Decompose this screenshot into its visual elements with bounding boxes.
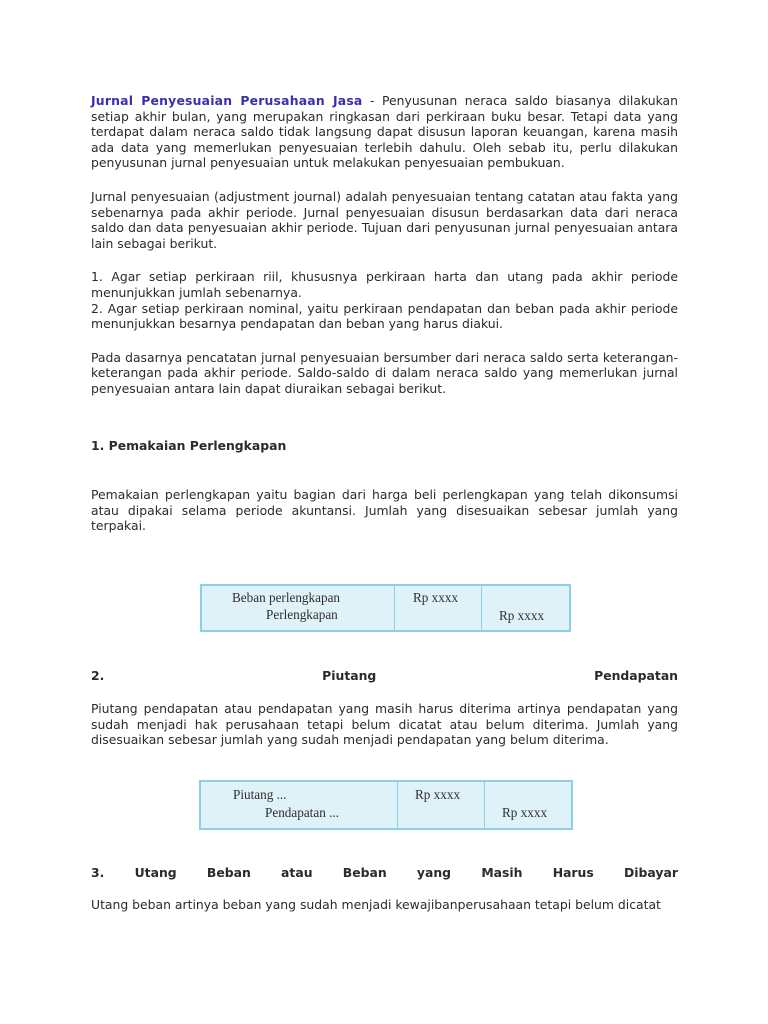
credit-account: Pendapatan ... (265, 805, 339, 820)
goal-item: 1. Agar setiap perkiraan riil, khususnya perkiraan harta dan utang pada akhir periode menunjukkan jumlah sebenarnya. (91, 269, 678, 300)
journal-table-1 (200, 584, 571, 632)
debit-account: Beban perlengkapan (232, 590, 341, 605)
heading-word: Utang (134, 865, 177, 880)
heading-word: atau (281, 865, 313, 880)
section3-heading (91, 865, 678, 881)
section1-text: Pemakaian perlengkapan yaitu bagian dari harga beli perlengkapan yang telah dikonsumsi atau dipakai selama periode akuntansi. Jumlah yang disesuaikan sebesar jumlah yang terpakai. (91, 487, 678, 534)
debit-account: Piutang ... (233, 787, 287, 802)
heading-word: 3. (91, 865, 105, 880)
debit-amount: Rp xxxx (413, 590, 459, 605)
heading-word: 2. (91, 668, 105, 683)
credit-amount: Rp xxxx (499, 608, 545, 623)
section2-text: Piutang pendapatan atau pendapatan yang masih harus diterima artinya pendapatan yang sudah menjadi hak perusahaan tetapi belum dicatat atau belum diterima. Jumlah yang disesuaikan sebesar jumlah yang sudah menjadi pendapatan yang belum diterima. (91, 701, 678, 748)
heading-word: Piutang (322, 668, 377, 683)
title-link[interactable]: Jurnal Penyesuaian Perusahaan Jasa (91, 93, 363, 108)
heading-word: Pendapatan (594, 668, 678, 683)
heading-word: yang (416, 865, 452, 880)
intro-text: - Penyusunan neraca saldo biasanya dilakukan setiap akhir bulan, yang merupakan ringkasan dari perkiraan buku besar. Tetapi data yang terdapat dalam neraca saldo tidak langsung dapat disusun laporan keuangan, karena masih ada data yang memerlukan penyesuaian terlebih dahulu. Oleh sebab itu, perlu dilakukan penyusunan jurnal penyesuaian untuk melakukan penyesuaian pembukuan. (91, 93, 678, 171)
credit-account: Perlengkapan (266, 607, 338, 622)
section1-heading: 1. Pemakaian Perlengkapan (91, 438, 287, 453)
section2-heading (91, 668, 678, 684)
heading-word: Harus (552, 865, 594, 880)
heading-word: Dibayar (624, 865, 678, 880)
section3-text: Utang beban artinya beban yang sudah menjadi kewajibanperusahaan tetapi belum dicatat (91, 897, 661, 912)
journal-table-2 (199, 780, 573, 830)
heading-word: Masih (481, 865, 523, 880)
goal-item: 2. Agar setiap perkiraan nominal, yaitu perkiraan pendapatan dan beban pada akhir periode menunjukkan besarnya pendapatan dan beban yang harus diakui. (91, 300, 678, 332)
debit-amount: Rp xxxx (415, 787, 461, 802)
credit-amount: Rp xxxx (502, 805, 548, 820)
document-body (91, 93, 678, 397)
heading-word: Beban (342, 865, 387, 880)
intro-paragraph (91, 93, 678, 171)
source-paragraph: Pada dasarnya pencatatan jurnal penyesuaian bersumber dari neraca saldo serta keterangan-keterangan pada akhir periode. Saldo-saldo di dalam neraca saldo yang memerlukan jurnal penyesuaian antara lain dapat diuraikan sebagai berikut. (91, 349, 678, 396)
heading-word: Beban (206, 865, 251, 880)
definition-paragraph: Jurnal penyesuaian (adjustment journal) adalah penyesuaian tentang catatan atau fakta yang sebenarnya pada akhir periode. Jurnal penyesuaian disusun berdasarkan data dari neraca saldo dan data penyesuaian akhir periode. Tujuan dari penyusunan jurnal penyesuaian antara lain sebagai berikut. (91, 188, 678, 251)
